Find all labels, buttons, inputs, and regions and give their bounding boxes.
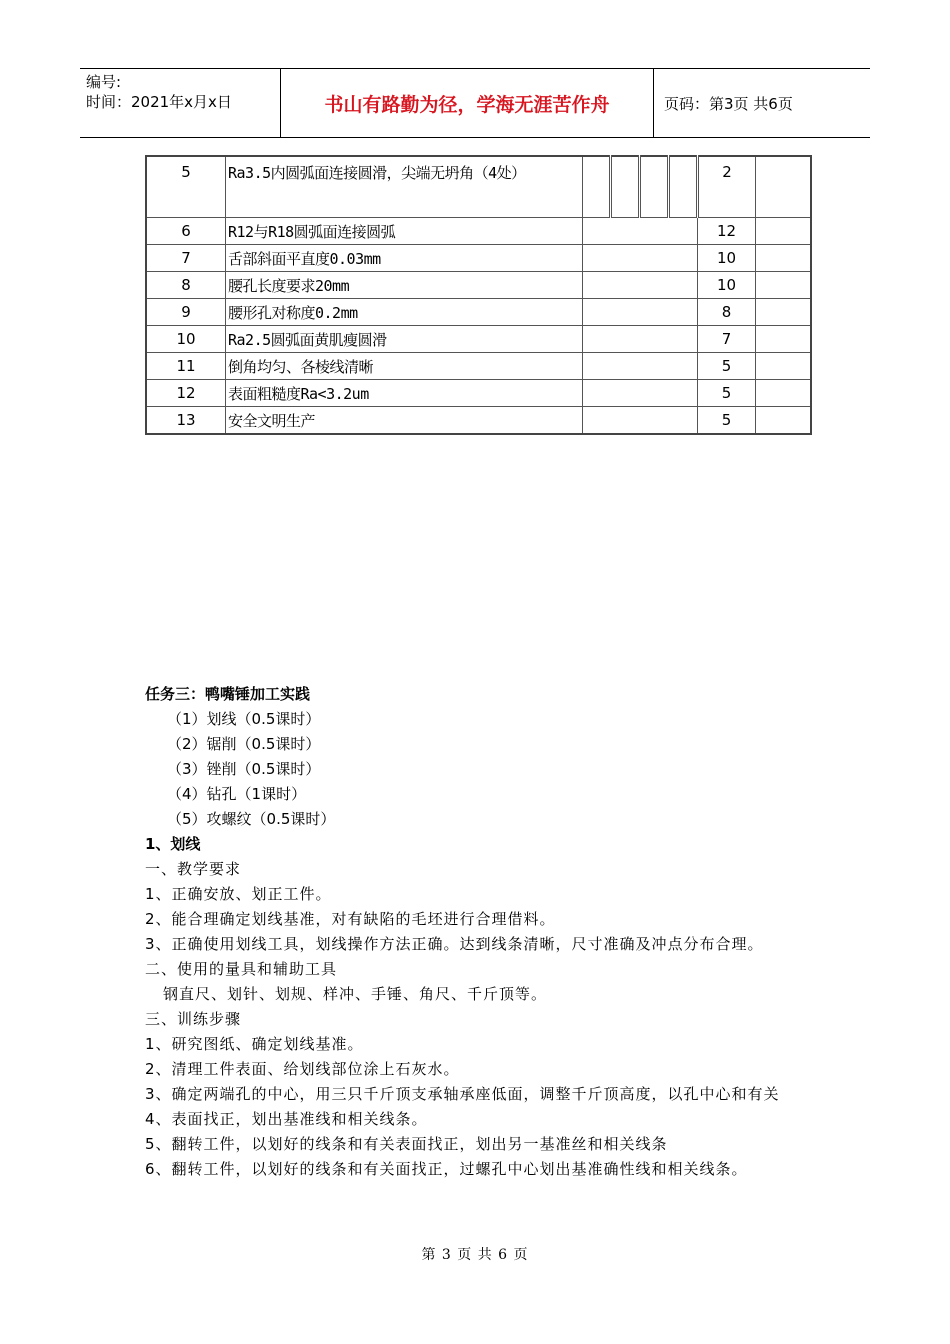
table-row [146, 218, 811, 245]
blank-cell [756, 272, 812, 299]
table-row [146, 245, 811, 272]
table-row [146, 380, 811, 407]
row-number: 5 [146, 156, 226, 218]
document-body [145, 682, 825, 1182]
section-title: 1、划线 [145, 835, 201, 853]
row-score: 5 [698, 407, 756, 435]
row-number: 11 [146, 353, 226, 380]
row-number: 12 [146, 380, 226, 407]
row-number: 6 [146, 218, 226, 245]
requirement-item: 1、正确安放、划正工件。 [145, 885, 332, 903]
step-item: 3、确定两端孔的中心，用三只千斤顶支承轴承座低面，调整千斤顶高度，以孔中心和有关 [145, 1085, 780, 1103]
blank-cell [756, 407, 812, 435]
blank-cell [583, 156, 611, 218]
row-score: 10 [698, 272, 756, 299]
schedule-item: （4）钻孔（1课时） [167, 785, 307, 803]
blank-cell [583, 407, 698, 435]
step-item: 6、翻转工件，以划好的线条和有关面找正，过螺孔中心划出基准确性线和相关线条。 [145, 1160, 748, 1178]
table-row [146, 272, 811, 299]
row-score: 8 [698, 299, 756, 326]
row-item: Ra3.5内圆弧面连接圆滑，尖端无坍角（4处） [226, 156, 583, 218]
row-score: 5 [698, 380, 756, 407]
blank-cell [756, 299, 812, 326]
row-number: 9 [146, 299, 226, 326]
row-score: 2 [698, 156, 756, 218]
row-score: 10 [698, 245, 756, 272]
table-row [146, 156, 811, 218]
blank-cell [756, 218, 812, 245]
requirements-heading: 一、教学要求 [145, 860, 242, 878]
blank-cell [756, 353, 812, 380]
table-row [146, 299, 811, 326]
blank-cell [583, 353, 698, 380]
table-row [146, 353, 811, 380]
tools-list: 钢直尺、划针、划规、样冲、手锤、角尺、千斤顶等。 [163, 985, 548, 1003]
row-item: 倒角均匀、各棱线清晰 [226, 353, 583, 380]
step-item: 1、研究图纸、确定划线基准。 [145, 1035, 364, 1053]
code-label: 编号: [86, 73, 122, 91]
row-score: 5 [698, 353, 756, 380]
row-item: 安全文明生产 [226, 407, 583, 435]
tools-heading: 二、使用的量具和辅助工具 [145, 960, 338, 978]
blank-cell [583, 218, 698, 245]
row-item: 舌部斜面平直度0.03mm [226, 245, 583, 272]
schedule-item: （5）攻螺纹（0.5课时） [167, 810, 336, 828]
requirement-item: 2、能合理确定划线基准，对有缺陷的毛坯进行合理借料。 [145, 910, 556, 928]
schedule-item: （1）划线（0.5课时） [167, 710, 321, 728]
blank-cell [669, 156, 698, 218]
blank-cell [640, 156, 669, 218]
blank-cell [756, 156, 812, 218]
header-page-label: 页码：第3页 共6页 [664, 94, 793, 113]
blank-cell [583, 380, 698, 407]
blank-cell [583, 272, 698, 299]
task-title: 任务三：鸭嘴锤加工实践 [145, 685, 311, 703]
page-footer: 第 3 页 共 6 页 [421, 1247, 529, 1263]
header-meta [80, 69, 281, 137]
time-label: 时间：2021年x月x日 [86, 93, 232, 111]
row-item: 表面粗糙度Ra<3.2um [226, 380, 583, 407]
row-item: 腰形孔对称度0.2mm [226, 299, 583, 326]
row-number: 7 [146, 245, 226, 272]
row-number: 13 [146, 407, 226, 435]
blank-cell [583, 326, 698, 353]
step-item: 5、翻转工件，以划好的线条和有关表面找正，划出另一基准丝和相关线条 [145, 1135, 668, 1153]
row-score: 7 [698, 326, 756, 353]
schedule-item: （2）锯削（0.5课时） [167, 735, 321, 753]
row-item: 腰孔长度要求20mm [226, 272, 583, 299]
steps-heading: 三、训练步骤 [145, 1010, 242, 1028]
page-header [80, 68, 870, 138]
row-item: Ra2.5圆弧面黄肌瘦圆滑 [226, 326, 583, 353]
requirement-item: 3、正确使用划线工具，划线操作方法正确。达到线条清晰，尺寸准确及冲点分布合理。 [145, 935, 764, 953]
row-number: 10 [146, 326, 226, 353]
blank-cell [756, 326, 812, 353]
header-motto: 书山有路勤为径，学海无涯苦作舟 [281, 69, 654, 137]
blank-cell [756, 380, 812, 407]
blank-cell [583, 245, 698, 272]
row-score: 12 [698, 218, 756, 245]
table-row [146, 407, 811, 435]
blank-cell [583, 299, 698, 326]
step-item: 4、表面找正，划出基准线和相关线条。 [145, 1110, 428, 1128]
row-number: 8 [146, 272, 226, 299]
row-item: R12与R18圆弧面连接圆弧 [226, 218, 583, 245]
blank-cell [611, 156, 640, 218]
scoring-table [145, 155, 812, 435]
step-item: 2、清理工件表面、给划线部位涂上石灰水。 [145, 1060, 460, 1078]
schedule-item: （3）锉削（0.5课时） [167, 760, 321, 778]
blank-cell [756, 245, 812, 272]
table-row [146, 326, 811, 353]
